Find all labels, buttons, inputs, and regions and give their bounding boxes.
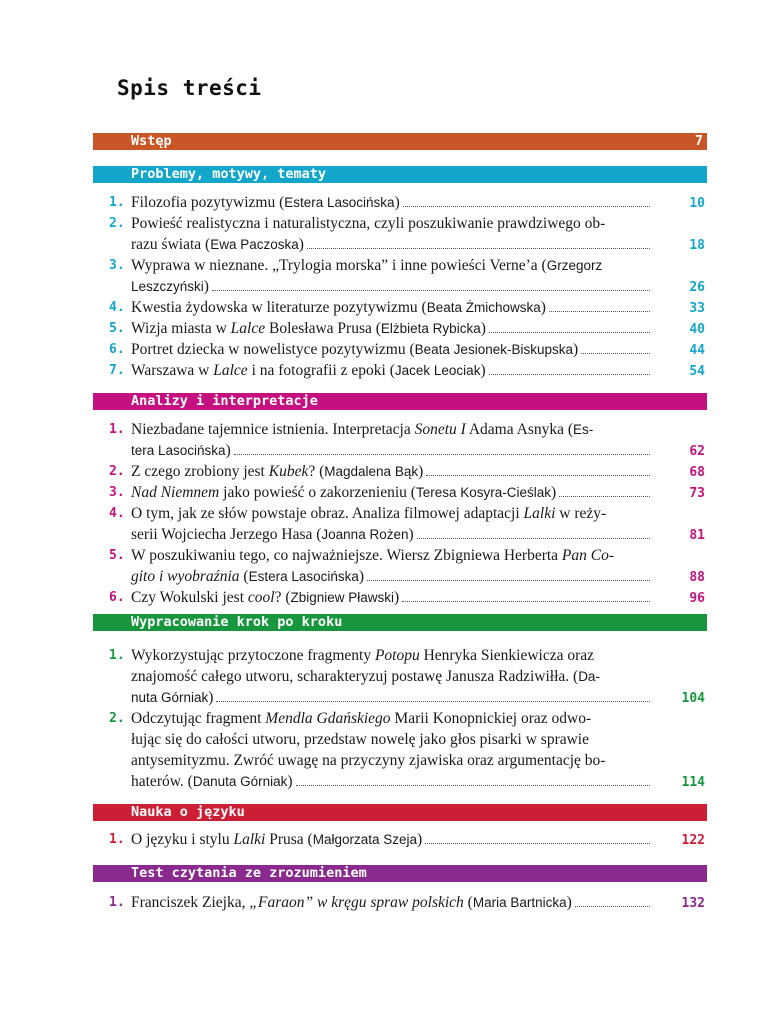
entry-text: ): [225, 442, 231, 459]
author-name: nuta Górniak: [131, 690, 209, 705]
entry-number: 5.: [109, 548, 125, 563]
entry-text: ): [208, 689, 214, 706]
entry-text: Wizja miasta w: [131, 320, 231, 337]
entry-text: ): [480, 320, 486, 337]
author-name: Teresa Kosyra-Cieślak: [415, 485, 551, 500]
dot-leader: [489, 332, 650, 333]
toc-entry: [109, 419, 705, 461]
entry-text: ): [566, 894, 572, 911]
entry-text: w reży-: [555, 505, 607, 522]
toc-entry: [109, 482, 705, 503]
entry-page-number: 88: [689, 570, 705, 585]
dot-leader: [559, 496, 650, 497]
entry-text: (: [239, 568, 249, 585]
work-title: Potopu: [374, 647, 420, 664]
entry-text: Kwestia żydowska w literaturze pozytywizmu (: [131, 299, 427, 316]
toc-entry: [109, 503, 705, 545]
entry-text: znajomość całego utworu, scharakteryzuj postawę Janusza Radziwiłła. (: [131, 668, 579, 685]
author-name: Grzegorz: [546, 258, 603, 273]
toc-entry: [109, 360, 705, 381]
entry-number: 1.: [109, 422, 125, 437]
toc-entry: [109, 461, 705, 482]
entry-text: Czy Wokulski jest: [131, 589, 248, 606]
entry-text: Warszawa w: [131, 362, 214, 379]
entry-page-number: 132: [681, 896, 705, 911]
work-title: Nad Niemnem: [131, 484, 220, 501]
entry-page-number: 114: [681, 775, 705, 790]
entry-line: [109, 750, 705, 771]
entry-text: ? (: [274, 589, 291, 606]
entry-page-number: 33: [689, 301, 705, 316]
entry-number: 2.: [109, 216, 125, 231]
entry-text: Powieść realistyczna i naturalistyczna, czyli poszukiwanie prawdziwego ob-: [131, 215, 606, 232]
entry-line: [109, 255, 705, 276]
entry-text: ): [551, 484, 557, 501]
dot-leader: [426, 475, 650, 476]
author-name: Es-: [573, 422, 594, 437]
entry-line: [109, 440, 705, 461]
section-header: [93, 166, 707, 183]
entry-page-number: 81: [689, 528, 705, 543]
section-header: [93, 393, 707, 410]
entry-number: 1.: [109, 195, 125, 210]
entry-text: łując się do całości utworu, przedstaw nowelę jako głos pisarki w sprawie: [131, 731, 589, 748]
entry-number: 1.: [109, 895, 125, 910]
dot-leader: [403, 206, 650, 207]
entry-text: Prusa (: [265, 831, 313, 848]
entry-text: haterów. (: [131, 773, 193, 790]
entry-number: 1.: [109, 832, 125, 847]
entry-text: ? (: [308, 463, 325, 480]
author-name: Danuta Górniak: [192, 774, 288, 789]
entry-line: [109, 276, 705, 297]
entry-text: Wykorzystując przytoczone fragmenty: [131, 647, 375, 664]
author-name: Leszczyński: [131, 279, 204, 294]
entry-page-number: 62: [689, 444, 705, 459]
section-title: Analizy i interpretacje: [131, 393, 318, 409]
author-name: Da-: [578, 669, 600, 684]
entry-line: [109, 666, 705, 687]
entry-number: 4.: [109, 506, 125, 521]
entry-text: ): [298, 236, 304, 253]
entry-page-number: 54: [689, 364, 705, 379]
toc-entry: [109, 192, 705, 213]
dot-leader: [296, 785, 650, 786]
toc-entry: [109, 255, 705, 297]
entry-text: ): [418, 463, 424, 480]
entry-line: [109, 213, 705, 234]
entry-number: 3.: [109, 258, 125, 273]
work-title: Lalce: [230, 320, 266, 337]
author-name: Estera Lasocińska: [284, 195, 395, 210]
entry-text: Marii Konopnickiej oraz odwo-: [390, 710, 592, 727]
dot-leader: [216, 701, 650, 702]
entry-line: [109, 318, 705, 339]
entry-text: serii Wojciecha Jerzego Hasa (: [131, 526, 322, 543]
entry-text: Odczytując fragment: [131, 710, 266, 727]
section-title: Nauka o języku: [131, 804, 245, 820]
entry-page-number: 40: [689, 322, 705, 337]
toc-entry: [109, 587, 705, 608]
author-name: Maria Bartnicka: [472, 895, 567, 910]
entry-line: [109, 587, 705, 608]
author-name: Beata Jesionek-Biskupska: [414, 342, 573, 357]
entry-page-number: 10: [689, 196, 705, 211]
entry-text: Wyprawa w nieznane. „Trylogia morska” i inne powieści Verne’a (: [131, 257, 547, 274]
section-title: Problemy, motywy, tematy: [131, 166, 327, 182]
entry-text: jako powieść o zakorzenieniu (: [219, 484, 416, 501]
toc-entry: [109, 339, 705, 360]
toc-entry: [109, 829, 705, 850]
entry-number: 6.: [109, 590, 125, 605]
entry-line: [109, 503, 705, 524]
author-name: Magdalena Bąk: [324, 464, 419, 479]
entry-text: Franciszek Ziejka,: [131, 894, 250, 911]
entry-text: O języku i stylu: [131, 831, 234, 848]
work-title: gito i wyobraźnia: [131, 568, 240, 585]
entry-text: ): [358, 568, 365, 585]
entry-text: ): [203, 278, 209, 295]
author-name: Elżbieta Rybicka: [380, 321, 481, 336]
entry-page-number: 104: [681, 691, 705, 706]
dot-leader: [234, 454, 650, 455]
entry-text: Portret dziecka w nowelistyce pozytywizmu (: [131, 341, 415, 358]
entry-line: [109, 461, 705, 482]
section-header: [93, 614, 707, 631]
entry-line: [109, 545, 705, 566]
entry-text: ): [394, 589, 400, 606]
toc-entry: [109, 892, 705, 913]
work-title: Lalki: [233, 831, 266, 848]
toc-entry: [109, 545, 705, 587]
entry-line: [109, 645, 705, 666]
work-title: Sonetu I: [414, 421, 466, 438]
author-name: Beata Żmichowska: [426, 300, 541, 315]
entry-text: Z czego zrobiony jest: [131, 463, 269, 480]
entry-line: [109, 892, 705, 913]
entry-line: [109, 566, 705, 587]
section-header: [93, 865, 707, 882]
entry-number: 4.: [109, 300, 125, 315]
work-title: „Faraon” w kręgu spraw polskich: [249, 894, 464, 911]
entry-text: ): [417, 831, 423, 848]
author-name: Estera Lasocińska: [248, 569, 359, 584]
entry-page-number: 18: [689, 238, 705, 253]
entry-text: O tym, jak ze słów powstaje obraz. Analiza filmowej adaptacji: [131, 505, 524, 522]
dot-leader: [417, 538, 650, 539]
entry-text: ): [540, 299, 546, 316]
entry-number: 1.: [109, 648, 125, 663]
entry-line: [109, 360, 705, 381]
entry-text: ): [408, 526, 414, 543]
entry-text: ): [573, 341, 579, 358]
entry-line: [109, 339, 705, 360]
dot-leader: [489, 374, 650, 375]
page-title: Spis treści: [117, 76, 262, 100]
toc-entry: [109, 708, 705, 792]
work-title: Lalki: [523, 505, 556, 522]
entry-line: [109, 419, 705, 440]
author-name: Ewa Paczoska: [210, 237, 299, 252]
entry-number: 5.: [109, 321, 125, 336]
author-name: tera Lasocińska: [131, 443, 226, 458]
entry-text: Filozofia pozytywizmu (: [131, 194, 285, 211]
author-name: Jacek Leociak: [394, 363, 481, 378]
section-title: Wstęp: [131, 133, 172, 149]
entry-text: razu świata (: [131, 236, 211, 253]
toc-entry: [109, 645, 705, 708]
entry-text: Bolesława Prusa (: [265, 320, 381, 337]
entry-page-number: 96: [689, 591, 705, 606]
dot-leader: [402, 601, 650, 602]
entry-line: [109, 482, 705, 503]
entry-line: [109, 708, 705, 729]
entry-number: 2.: [109, 464, 125, 479]
entry-line: [109, 829, 705, 850]
author-name: Małgorzata Szeja: [312, 832, 418, 847]
work-title: Kubek: [268, 463, 309, 480]
entry-text: Adama Asnyka (: [465, 421, 574, 438]
entry-number: 2.: [109, 711, 125, 726]
entry-page-number: 68: [689, 465, 705, 480]
entry-text: Niezbadane tajemnice istnienia. Interpretacja: [131, 421, 415, 438]
dot-leader: [307, 248, 650, 249]
entry-number: 6.: [109, 342, 125, 357]
entry-line: [109, 297, 705, 318]
dot-leader: [367, 580, 650, 581]
section-title: Wypracowanie krok po kroku: [131, 614, 343, 630]
entry-number: 7.: [109, 363, 125, 378]
entry-number: 3.: [109, 485, 125, 500]
section-page-number: 7: [694, 133, 703, 149]
toc-entry: [109, 297, 705, 318]
toc-entry: [109, 213, 705, 255]
entry-text: ): [394, 194, 400, 211]
work-title: Pan Co-: [561, 547, 615, 564]
entry-line: [109, 771, 705, 792]
entry-text: (: [463, 894, 473, 911]
entry-line: [109, 729, 705, 750]
work-title: Lalce: [213, 362, 248, 379]
dot-leader: [425, 843, 650, 844]
author-name: Joanna Rożen: [321, 527, 409, 542]
work-title: Mendla Gdańskiego: [265, 710, 391, 727]
entry-text: i na fotografii z epoki (: [247, 362, 395, 379]
work-title: cool: [247, 589, 275, 606]
entry-line: [109, 234, 705, 255]
entry-page-number: 44: [689, 343, 705, 358]
author-name: Zbigniew Pławski: [290, 590, 395, 605]
section-header: [93, 804, 707, 821]
dot-leader: [581, 353, 650, 354]
toc-entry: [109, 318, 705, 339]
entry-text: ): [287, 773, 293, 790]
section-header: [93, 133, 707, 150]
entry-text: ): [480, 362, 486, 379]
entry-text: antysemityzmu. Zwróć uwagę na przyczyny zjawiska oraz argumentację bo-: [131, 752, 606, 769]
entry-text: W poszukiwaniu tego, co najważniejsze. Wiersz Zbigniewa Herberta: [131, 547, 562, 564]
dot-leader: [212, 290, 650, 291]
entry-page-number: 26: [689, 280, 705, 295]
dot-leader: [549, 311, 650, 312]
entry-line: [109, 524, 705, 545]
entry-page-number: 122: [681, 833, 705, 848]
entry-page-number: 73: [689, 486, 705, 501]
dot-leader: [575, 906, 650, 907]
entry-line: [109, 192, 705, 213]
entry-line: [109, 687, 705, 708]
section-title: Test czytania ze zrozumieniem: [131, 865, 367, 881]
entry-text: Henryka Sienkiewicza oraz: [419, 647, 595, 664]
